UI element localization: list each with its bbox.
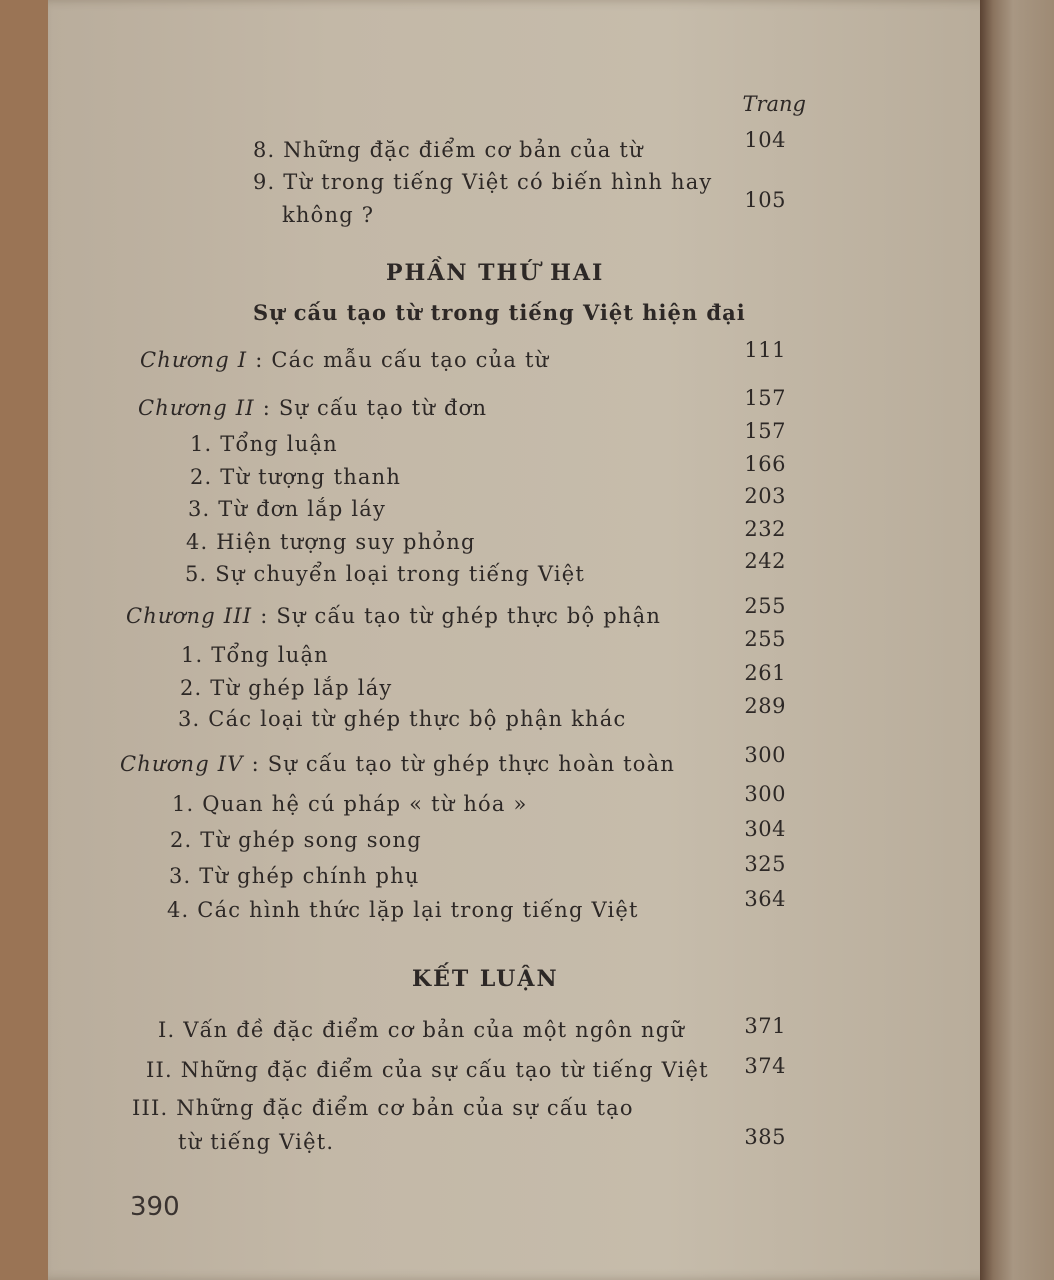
toc-item-text: 9. Từ trong tiếng Việt có biến hình hay: [253, 170, 713, 194]
toc-item-text: 4. Các hình thức lặp lại trong tiếng Việt: [167, 898, 639, 922]
toc-item-text: 8. Những đặc điểm cơ bản của từ: [253, 138, 644, 162]
chapter-title: : Sự cấu tạo từ đơn: [262, 396, 488, 420]
chapter-label: Chương I: [140, 348, 248, 372]
toc-item-text: 4. Hiện tượng suy phỏng: [186, 530, 476, 554]
chapter-label: Chương IV: [120, 752, 244, 776]
chapter-row: [138, 396, 487, 420]
toc-item-text: 3. Các loại từ ghép thực bộ phận khác: [178, 707, 627, 731]
chapter-title: : Các mẫu cấu tạo của từ: [255, 348, 550, 372]
toc-item-page: 203: [744, 484, 786, 508]
toc-item-page: 157: [744, 419, 786, 443]
part-subtitle: Sự cấu tạo từ trong tiếng Việt hiện đại: [253, 300, 746, 325]
chapter-title: : Sự cấu tạo từ ghép thực bộ phận: [260, 604, 662, 628]
toc-item-text: III. Những đặc điểm cơ bản của sự cấu tạo: [132, 1096, 634, 1120]
toc-item-text: 1. Tổng luận: [190, 432, 338, 456]
toc-item-page: 289: [744, 694, 786, 718]
toc-item-text: 2. Từ ghép song song: [170, 828, 422, 852]
chapter-page: 300: [744, 743, 786, 767]
toc-item-page: 364: [744, 887, 786, 911]
adjacent-page-edge: [980, 0, 1054, 1280]
chapter-label: Chương III: [126, 604, 253, 628]
chapter-page: 255: [744, 594, 786, 618]
conclusion-heading: KẾT LUẬN: [412, 966, 559, 992]
toc-item-text: I. Vấn đề đặc điểm cơ bản của một ngôn ngữ: [158, 1018, 686, 1042]
toc-item-page: 255: [744, 627, 786, 651]
toc-item-page: 385: [744, 1125, 786, 1149]
toc-item-page: 304: [744, 817, 786, 841]
toc-item-page: 371: [744, 1014, 786, 1038]
toc-item-page: 242: [744, 549, 786, 573]
toc-item-page: 104: [744, 128, 786, 152]
part-heading: PHẦN THỨ HAI: [386, 260, 605, 286]
toc-item-page: 261: [744, 661, 786, 685]
chapter-row: [140, 348, 549, 372]
chapter-title: : Sự cấu tạo từ ghép thực hoàn toàn: [251, 752, 676, 776]
book-page: [48, 0, 996, 1280]
toc-item-page: 232: [744, 517, 786, 541]
toc-item-text: 5. Sự chuyển loại trong tiếng Việt: [185, 562, 586, 586]
toc-item-text: 3. Từ đơn lắp láy: [188, 497, 387, 521]
toc-item-text-cont: không ?: [282, 203, 375, 227]
toc-item-text: 1. Tổng luận: [181, 643, 329, 667]
page-column-label: Trang: [742, 92, 806, 116]
chapter-page: 111: [744, 338, 786, 362]
chapter-label: Chương II: [138, 396, 255, 420]
toc-item-text: 2. Từ tượng thanh: [190, 465, 402, 489]
toc-item-text: II. Những đặc điểm của sự cấu tạo từ tiếng Việt: [146, 1058, 709, 1082]
toc-item-text: 3. Từ ghép chính phụ: [169, 864, 420, 888]
toc-item-text-cont: từ tiếng Việt.: [178, 1130, 335, 1154]
chapter-row: [126, 604, 661, 628]
chapter-row: [120, 752, 675, 776]
toc-item-page: 374: [744, 1054, 786, 1078]
toc-item-page: 300: [744, 782, 786, 806]
toc-item-page: 105: [744, 188, 786, 212]
toc-item-page: 166: [744, 452, 786, 476]
chapter-page: 157: [744, 386, 786, 410]
page-number: 390: [130, 1192, 180, 1222]
toc-item-page: 325: [744, 852, 786, 876]
toc-item-text: 2. Từ ghép lắp láy: [180, 676, 393, 700]
toc-item-text: 1. Quan hệ cú pháp « từ hóa »: [172, 792, 528, 816]
